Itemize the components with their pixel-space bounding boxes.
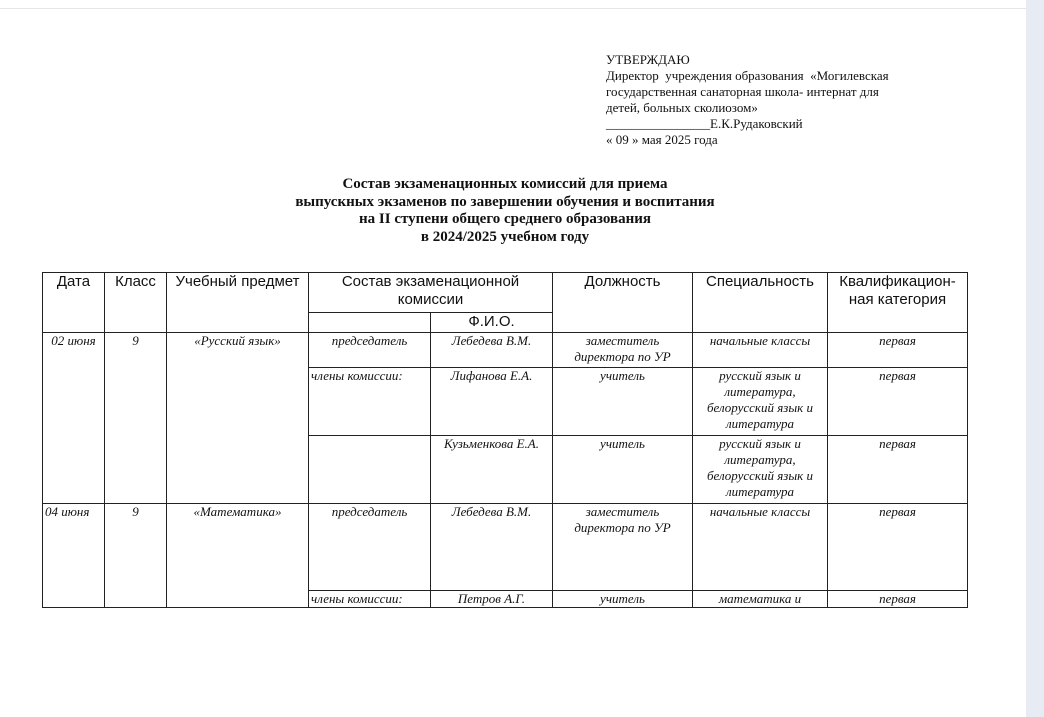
member-role: председатель (309, 333, 431, 368)
header-commission: Состав экзаменационной комиссии (309, 273, 553, 313)
exam-class: 9 (105, 504, 167, 608)
approval-heading: УТВЕРЖДАЮ (606, 52, 690, 67)
member-fio: Лебедева В.М. (431, 333, 553, 368)
member-fio: Кузьменкова Е.А. (431, 436, 553, 504)
exam-subject: «Русский язык» (167, 333, 309, 504)
exam-class: 9 (105, 333, 167, 504)
header-fio: Ф.И.О. (431, 313, 553, 333)
title-line-4: в 2024/2025 учебном году (420, 228, 590, 245)
member-fio: Лифанова Е.А. (431, 368, 553, 436)
member-fio: Петров А.Г. (431, 591, 553, 608)
member-category: первая (828, 436, 968, 504)
title-line-2: выпускных экзаменов по завершении обучения и воспитания (295, 193, 715, 210)
header-class: Класс (105, 273, 167, 333)
exam-subject: «Математика» (167, 504, 309, 608)
exam-date: 02 июня (43, 333, 105, 504)
member-specialty: начальные классы (693, 504, 828, 591)
header-category: Квалификацион-ная категория (828, 273, 968, 333)
member-specialty: математика и (693, 591, 828, 608)
member-position: заместитель директора по УР (553, 504, 693, 591)
approval-date: « 09 » мая 2025 года (606, 132, 718, 147)
table-row (43, 504, 968, 591)
title-line-1: Состав экзаменационных комиссий для приема (342, 176, 668, 192)
member-role (309, 436, 431, 504)
member-category: первая (828, 504, 968, 591)
header-date: Дата (43, 273, 105, 333)
approval-signature-line: ________________Е.К.Рудаковский (606, 116, 803, 131)
scrollbar[interactable] (1026, 0, 1044, 717)
exam-date: 04 июня (43, 504, 105, 608)
member-position: учитель (553, 591, 693, 608)
member-role: члены комиссии: (309, 591, 431, 608)
approval-school-line: государственная санаторная школа- интернат для (606, 84, 879, 99)
table-row (43, 333, 968, 368)
member-position: заместитель директора по УР (553, 333, 693, 368)
header-position: Должность (553, 273, 693, 333)
header-role-empty (309, 313, 431, 333)
approval-block (606, 52, 966, 148)
member-position: учитель (553, 368, 693, 436)
member-specialty: русский язык и литература, белорусский язык и литература (693, 436, 828, 504)
title-line-3: на II ступени общего среднего образования (359, 211, 651, 227)
member-category: первая (828, 591, 968, 608)
member-role: члены комиссии: (309, 368, 431, 436)
member-specialty: начальные классы (693, 333, 828, 368)
header-subject: Учебный предмет (167, 273, 309, 333)
member-specialty: русский язык и литература, белорусский язык и литература (693, 368, 828, 436)
member-category: первая (828, 368, 968, 436)
document-title (200, 176, 810, 246)
approval-director-line: Директор учреждения образования «Могилевская (606, 68, 889, 83)
commission-table (42, 272, 968, 608)
member-position: учитель (553, 436, 693, 504)
approval-school-line-end: детей, больных сколиозом» (606, 100, 758, 115)
header-specialty: Специальность (693, 273, 828, 333)
member-role: председатель (309, 504, 431, 591)
member-fio: Лебедева В.М. (431, 504, 553, 591)
member-category: первая (828, 333, 968, 368)
